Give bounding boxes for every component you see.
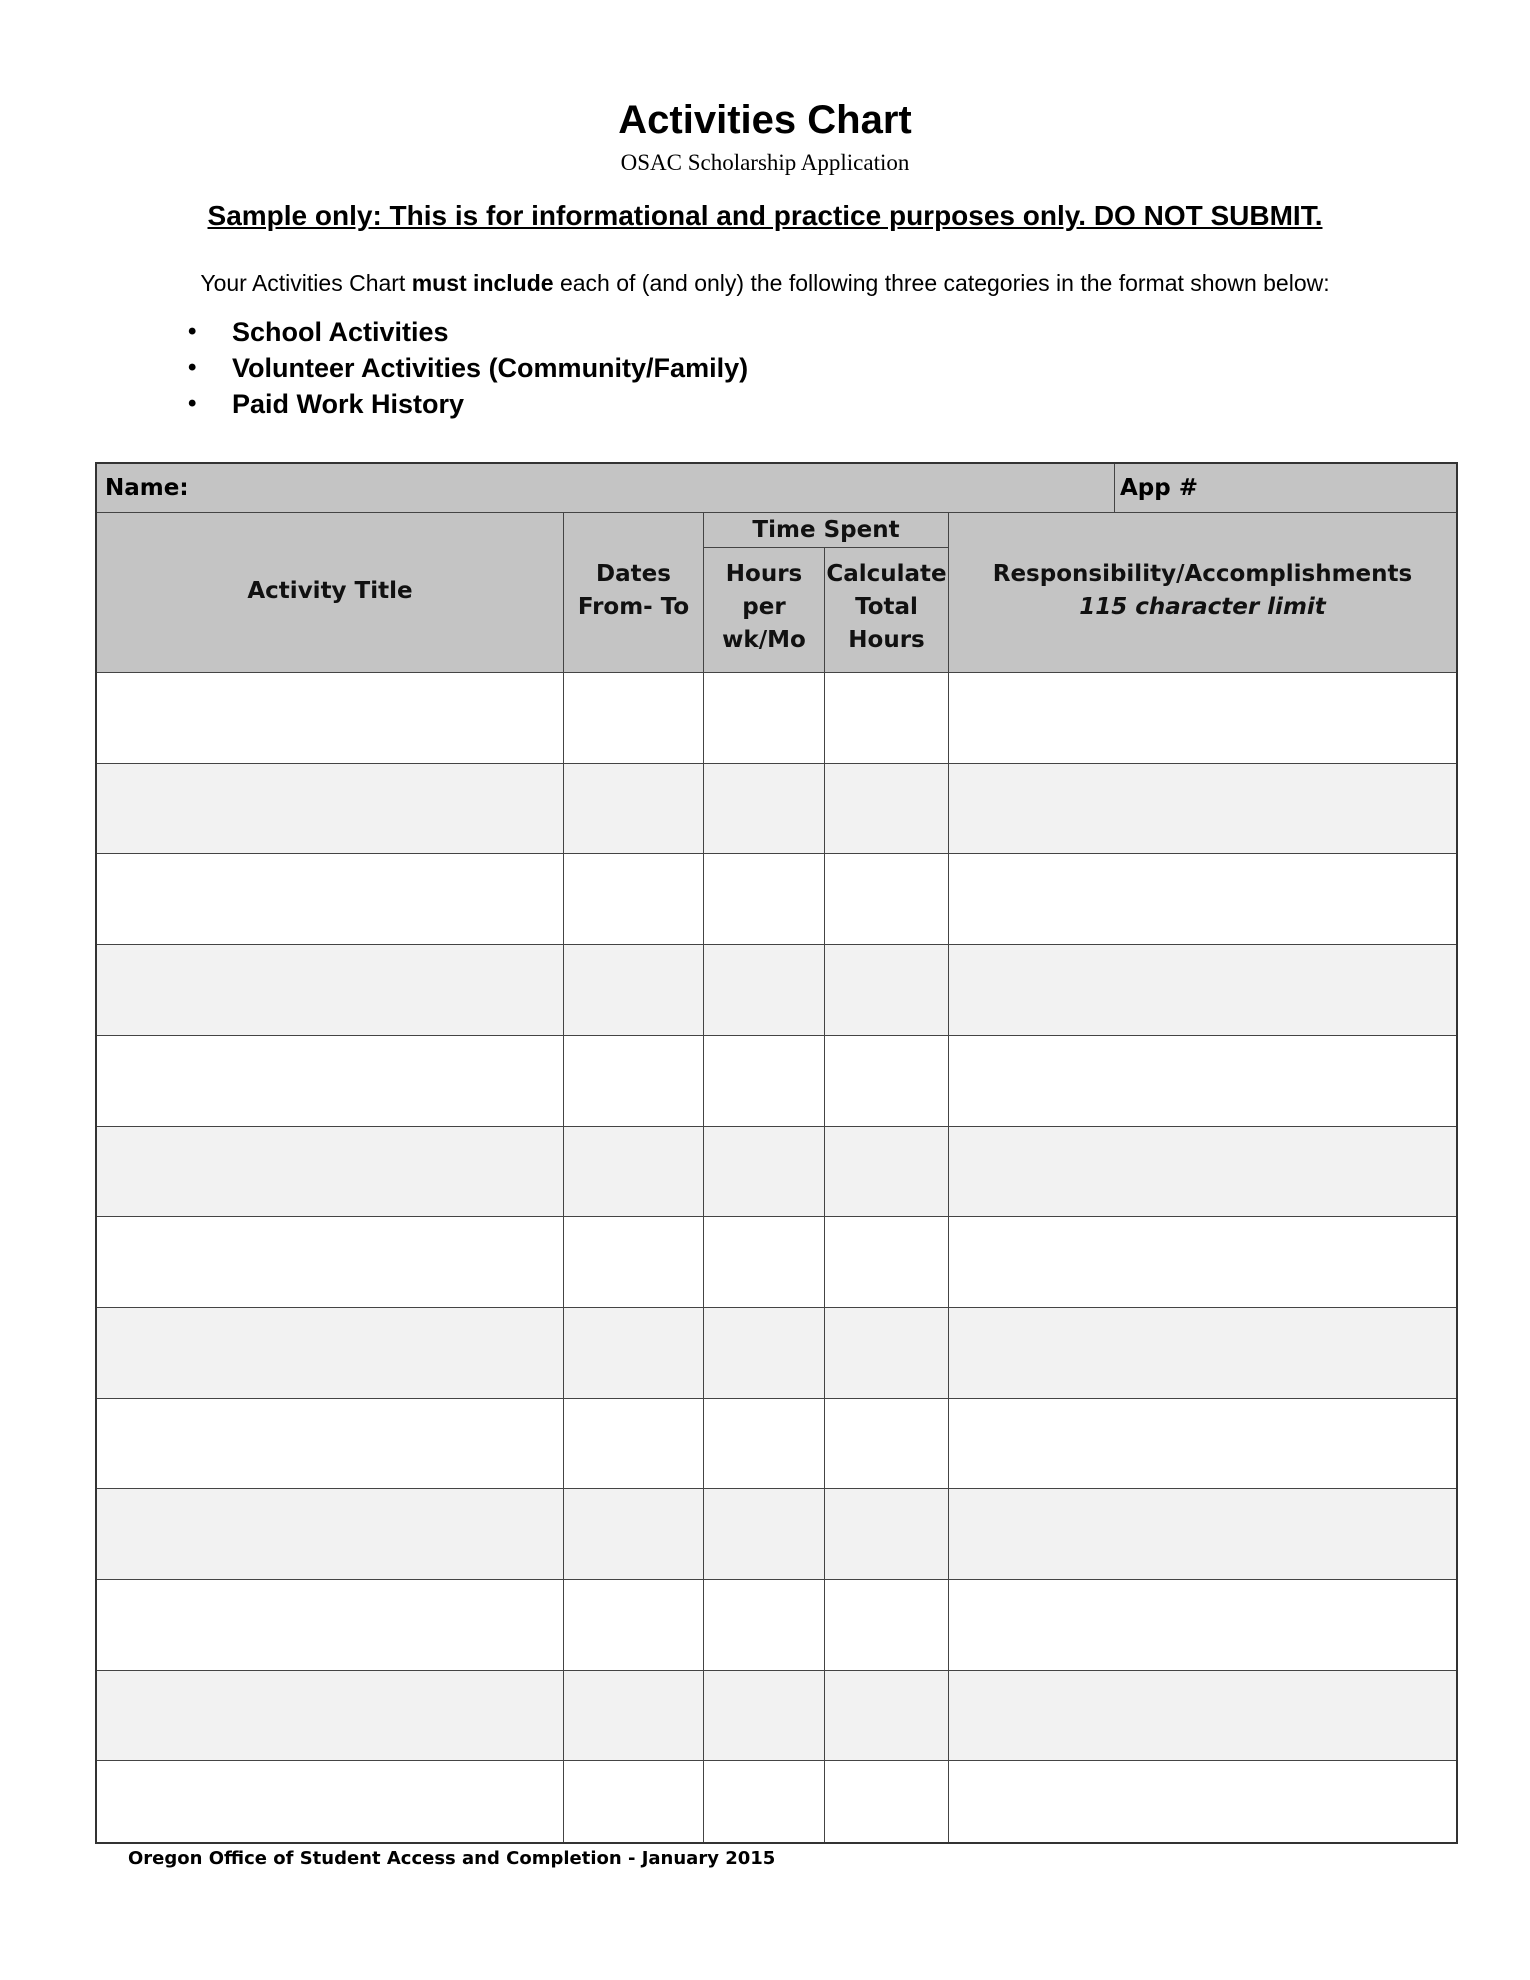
category-label: Volunteer Activities (Community/Family) (232, 353, 749, 383)
total-hours-cell[interactable] (825, 1580, 949, 1671)
dates-cell[interactable] (564, 1127, 704, 1217)
hours-per-cell[interactable] (704, 1036, 825, 1127)
activity-title-cell[interactable] (97, 945, 564, 1036)
table-row (97, 764, 1456, 854)
hours-per-cell[interactable] (704, 1308, 825, 1399)
column-divider (948, 512, 949, 1842)
hours-per-cell[interactable] (704, 764, 825, 854)
responsibility-cell[interactable] (949, 673, 1456, 764)
header-responsibility-title: Responsibility/Accomplishments (992, 561, 1413, 587)
name-row-divider (97, 512, 1456, 513)
header-hours-line: Hours (725, 561, 803, 587)
activity-title-cell[interactable] (97, 764, 564, 854)
total-hours-cell[interactable] (825, 764, 949, 854)
page-subtitle: OSAC Scholarship Application (620, 150, 910, 175)
table-row (97, 945, 1456, 1036)
category-list (184, 314, 748, 422)
header-char-limit: 115 character limit (1079, 594, 1326, 620)
activities-table (95, 462, 1458, 1844)
activity-title-cell[interactable] (97, 1580, 564, 1671)
header-hours-line: per (742, 594, 786, 620)
header-activity-title: Activity Title (247, 578, 413, 604)
responsibility-cell[interactable] (949, 1127, 1456, 1217)
hours-per-cell[interactable] (704, 1580, 825, 1671)
hours-per-cell[interactable] (704, 854, 825, 945)
header-dates-line: From- To (577, 594, 690, 620)
name-row (97, 464, 1456, 512)
responsibility-cell[interactable] (949, 1217, 1456, 1308)
total-hours-cell[interactable] (825, 1489, 949, 1580)
column-divider (703, 512, 704, 1842)
hours-per-cell[interactable] (704, 673, 825, 764)
hours-per-cell[interactable] (704, 1127, 825, 1217)
bullet-icon: • (188, 354, 197, 381)
header-bottom-divider (97, 672, 1456, 673)
table-row (97, 854, 1456, 945)
responsibility-cell[interactable] (949, 945, 1456, 1036)
intro-after: each of (and only) the following three categories in the format shown below: (553, 270, 1330, 296)
category-label: School Activities (232, 317, 449, 347)
responsibility-cell[interactable] (949, 1671, 1456, 1761)
header-time-spent: Time Spent (752, 517, 900, 543)
activity-title-cell[interactable] (97, 1761, 564, 1852)
activity-title-cell[interactable] (97, 1036, 564, 1127)
dates-cell[interactable] (564, 1036, 704, 1127)
footer-text: Oregon Office of Student Access and Completion - January 2015 (128, 1848, 776, 1869)
responsibility-cell[interactable] (949, 1399, 1456, 1489)
category-item (184, 314, 748, 350)
table-row (97, 1580, 1456, 1671)
dates-cell[interactable] (564, 673, 704, 764)
activity-title-cell[interactable] (97, 854, 564, 945)
intro-before: Your Activities Chart (200, 270, 412, 296)
table-row (97, 1308, 1456, 1399)
column-divider (824, 547, 825, 1842)
header-hours-line: wk/Mo (722, 627, 806, 653)
hours-per-cell[interactable] (704, 1217, 825, 1308)
activity-title-cell[interactable] (97, 1489, 564, 1580)
category-item (184, 386, 748, 422)
total-hours-cell[interactable] (825, 1127, 949, 1217)
header-dates (564, 558, 703, 624)
dates-cell[interactable] (564, 1489, 704, 1580)
total-hours-cell[interactable] (825, 1761, 949, 1852)
bullet-icon: • (188, 390, 197, 417)
activity-title-cell[interactable] (97, 1217, 564, 1308)
table-row (97, 1671, 1456, 1761)
sample-warning: Sample only: This is for informational and practice purposes only. DO NOT SUBMIT. (207, 200, 1323, 231)
app-column-divider (1114, 464, 1115, 512)
table-row (97, 673, 1456, 764)
header-dates-line: Dates (596, 561, 671, 587)
intro-text (0, 268, 1530, 298)
header-hours-per (704, 558, 824, 657)
activity-title-cell[interactable] (97, 1308, 564, 1399)
category-label: Paid Work History (232, 389, 465, 419)
activity-title-cell[interactable] (97, 1399, 564, 1489)
responsibility-cell[interactable] (949, 1489, 1456, 1580)
table-row (97, 1489, 1456, 1580)
dates-cell[interactable] (564, 1399, 704, 1489)
total-hours-cell[interactable] (825, 854, 949, 945)
hours-per-cell[interactable] (704, 1761, 825, 1852)
total-hours-cell[interactable] (825, 1671, 949, 1761)
name-label: Name: (105, 475, 189, 501)
total-hours-cell[interactable] (825, 1399, 949, 1489)
table-row (97, 1127, 1456, 1217)
header-total-hours (825, 558, 948, 657)
table-row (97, 1761, 1456, 1852)
total-hours-cell[interactable] (825, 1217, 949, 1308)
total-hours-cell[interactable] (825, 1308, 949, 1399)
total-hours-cell[interactable] (825, 945, 949, 1036)
app-number-label: App # (1120, 475, 1199, 501)
activity-title-cell[interactable] (97, 1671, 564, 1761)
hours-per-cell[interactable] (704, 1489, 825, 1580)
activity-title-cell[interactable] (97, 1127, 564, 1217)
intro-emphasis: must include (411, 270, 554, 296)
bullet-icon: • (188, 318, 197, 345)
dates-cell[interactable] (564, 945, 704, 1036)
dates-cell[interactable] (564, 854, 704, 945)
activity-title-cell[interactable] (97, 673, 564, 764)
responsibility-cell[interactable] (949, 1308, 1456, 1399)
table-row (97, 1399, 1456, 1489)
time-spent-divider (703, 547, 948, 548)
responsibility-cell[interactable] (949, 1580, 1456, 1671)
dates-cell[interactable] (564, 1761, 704, 1852)
responsibility-cell[interactable] (949, 764, 1456, 854)
header-total-line: Hours (848, 627, 925, 653)
column-divider (563, 512, 564, 1842)
responsibility-cell[interactable] (949, 1036, 1456, 1127)
header-total-line: Calculate (826, 561, 947, 587)
total-hours-cell[interactable] (825, 1036, 949, 1127)
table-row (97, 1036, 1456, 1127)
total-hours-cell[interactable] (825, 673, 949, 764)
hours-per-cell[interactable] (704, 1671, 825, 1761)
dates-cell[interactable] (564, 1580, 704, 1671)
responsibility-cell[interactable] (949, 854, 1456, 945)
hours-per-cell[interactable] (704, 945, 825, 1036)
dates-cell[interactable] (564, 1671, 704, 1761)
dates-cell[interactable] (564, 1308, 704, 1399)
header-total-line: Total (855, 594, 918, 620)
responsibility-cell[interactable] (949, 1761, 1456, 1852)
header-responsibility (949, 558, 1456, 624)
category-item (184, 350, 748, 386)
dates-cell[interactable] (564, 1217, 704, 1308)
hours-per-cell[interactable] (704, 1399, 825, 1489)
dates-cell[interactable] (564, 764, 704, 854)
table-row (97, 1217, 1456, 1308)
page-title: Activities Chart (618, 98, 912, 142)
